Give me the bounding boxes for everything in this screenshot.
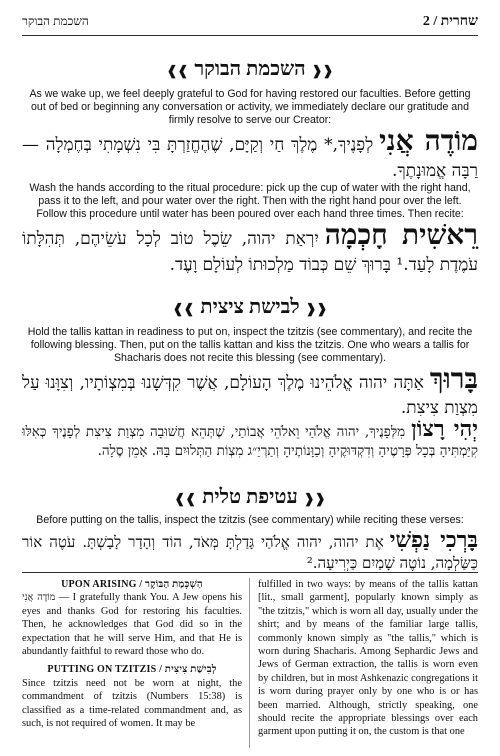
page-header xyxy=(22,14,478,34)
ornament-icon: ❱❱ xyxy=(172,301,195,316)
section-title-tzitzis: ❰❰לבישת ציצית❱❱ xyxy=(172,296,328,318)
commentary-paragraph xyxy=(22,591,242,658)
commentary-heading-tzitzis: PUTTING ON TZITZIS / לְבִישַׁת צִיצִית xyxy=(47,664,217,676)
prayer-barchi-nafshi xyxy=(22,527,478,574)
commentary-hebrew-term: מוֹדֶה אֲנִי xyxy=(22,592,56,604)
running-title: השכמת הבוקר xyxy=(22,14,89,28)
commentary-paragraph: Since tzitzis need not be worn at night, the commandment of tzitzis (Numbers 15:38) is classified as a time-related commandment and, as such, is not required of women. It may be xyxy=(22,677,242,730)
header-rule xyxy=(22,35,478,36)
instruction-washing: Wash the hands according to the ritual procedure: pick up the cup of water with the right hand, pass it to the left, and pour water over the right. Then with the right hand pour over the left. Follow this procedure until water has been poured over each hand three times. Then recite: xyxy=(29,182,471,220)
prayer-text: מִלְּפָנֶיךָ, יהוה אֱלֹהַי וֵאלֹהֵי אֲבוֹתַי, שֶׁתְּהֵא חֲשׁוּבָה מִצְוַת צִיצִת לְפָנֶיךָ כְּאִלּוּ קִיַּמְתִּיהָ בְּכָל פְּרָטֶיהָ וְדִקְדּוּקֶיהָ וְכַוָּנוֹתֶיהָ וְתַרְיַ״ג מִצְוֹת הַתְּלוּיִם בָּהּ. אָמֵן סֶלָה. xyxy=(22,424,478,459)
prayer-lead-word: בָּרוּךְ xyxy=(429,362,478,395)
ornament-icon: ❰❰ xyxy=(303,491,326,506)
commentary-paragraph: fulfilled in two ways: by means of the tallis kattan [lit., small garment], popularly known simply as "the tzitzis," which is worn all day, usually under the shirt; and by means of the familiar large tallis, commonly known simply as "the tallis," which is worn during Shacharis. Among Sephardic Jews and Jews of German extraction, the tallis is worn even by children, but in most Ashkenazic congregations it is worn during prayer only by one who is or has been married. Although, strictly speaking, one should recite the appropriate blessings over each garment upon putting it on, the custom is that one xyxy=(258,579,478,738)
commentary-left-column xyxy=(22,578,242,730)
commentary-heading-upon-arising: UPON ARISING / הַשְׁכָּמַת הַבּוֹקֶר xyxy=(61,579,203,590)
instruction-upon-arising: As we wake up, we feel deeply grateful to God for having restored our faculties. Before getting out of bed or beginning any conversation or activity, we immediately declare our gratitude and firmly resolve to serve our Creator: xyxy=(29,88,471,126)
prayer-text: לְפָנֶיךָ,* מֶלֶךְ חַי וְקַיָּם, שֶׁהֶחֱזַרְתָּ בִּי נִשְׁמָתִי בְּחֶמְלָה — רַבָּה אֱמוּנָתֶךָ. xyxy=(22,135,478,181)
commentary-text: — I gratefully thank You. A Jew opens his eyes and thanks God for restoring his faculties. Then, he acknowledges that God did so in the expectation that he will serve Him, and that He is abundantly faithful to reward those who do. xyxy=(22,592,242,658)
prayer-modeh-ani xyxy=(22,124,478,184)
prayer-reishis-chochmah xyxy=(22,218,479,278)
prayer-lead-word: יְהִי רָצוֹן xyxy=(411,416,479,442)
ornament-icon: ❰❰ xyxy=(311,63,334,78)
page-number-section: 2 / שחרית xyxy=(422,14,478,29)
column-divider xyxy=(249,578,250,748)
commentary-right-column xyxy=(258,578,478,739)
instruction-tzitzis: Hold the tallis kattan in readiness to put on, inspect the tzitzis (see commentary), and recite the following blessing. Then, put on the tallis kattan and kiss the tzitzis. One who wears a tallis for Shacharis does not recite this blessing (see commentary). xyxy=(27,326,473,364)
prayer-tzitzis-blessing xyxy=(22,362,478,421)
prayer-lead-word: מוֹדֶה אֲנִי xyxy=(379,124,478,157)
commentary-rule xyxy=(22,572,478,573)
prayer-lead-word: רֵאשִׁית חָכְמָה xyxy=(324,218,479,251)
section-title-upon-arising: ❰❰השכמת הבוקר❱❱ xyxy=(166,58,334,80)
instruction-tallis: Before putting on the tallis, inspect the tzitzis (see commentary) while reciting these verses: xyxy=(36,514,464,526)
prayer-yehi-ratzon xyxy=(22,416,479,461)
ornament-icon: ❱❱ xyxy=(166,63,189,78)
ornament-icon: ❰❰ xyxy=(305,301,328,316)
prayer-text: יִרְאַת יהוה, שֵׂכֶל טוֹב לְכָל עֹשֵׂיהֶם, תְּהִלָּתוֹ עֹמֶדֶת לָעַד.¹ בָּרוּךְ שֵׁם כְּבוֹד מַלְכוּתוֹ לְעוֹלָם וָעֶד. xyxy=(22,229,478,275)
ornament-icon: ❱❱ xyxy=(174,491,197,506)
prayer-lead-word: בָּרְכִי נַפְשִׁי xyxy=(389,527,478,553)
prayer-text: אַתָּה יהוה אֱלֹהֵינוּ מֶלֶךְ הָעוֹלָם, אֲשֶׁר קִדְּשָׁנוּ בְּמִצְוֹתָיו, וְצִוָּנוּ עַל מִצְוַת צִיצִת. xyxy=(22,373,478,418)
section-title-tallis: ❰❰עטיפת טלית❱❱ xyxy=(174,486,326,508)
prayer-text: אֶת יהוה, יהוה אֱלֹהַי גָּדַלְתָּ מְּאֹד, הוֹד וְהָדָר לָבָשְׁתָּ. עֹטֶה אוֹר כַּשַּׂלְמָה, נוֹטֶה שָׁמַיִם כַּיְרִיעָה.² xyxy=(22,533,478,572)
